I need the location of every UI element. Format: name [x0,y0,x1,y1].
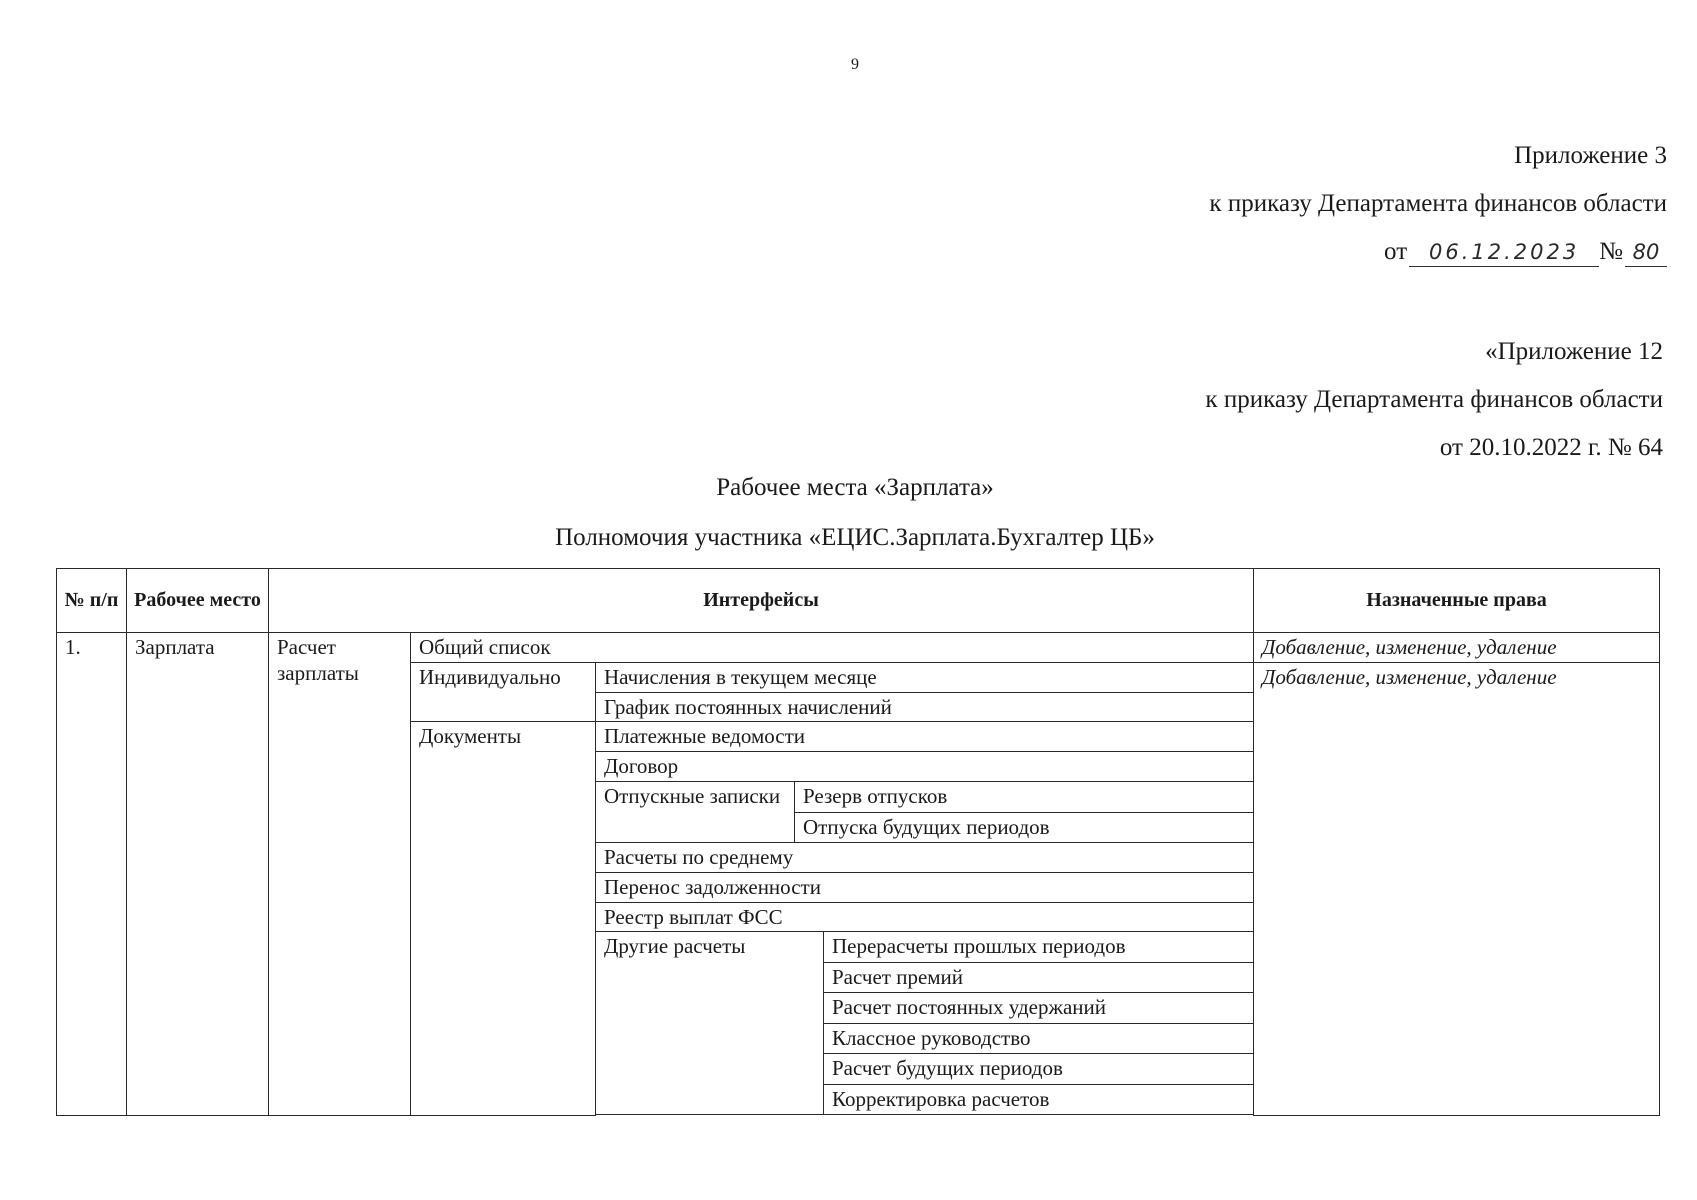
header-workplace: Рабочее место [127,569,269,633]
appendix-original-order: к приказу Департамента финансов области [1205,386,1663,413]
page-number: 9 [851,56,859,73]
document-item: Расчеты по среднему [596,842,1254,872]
document-item: Реестр выплат ФСС [596,902,1254,932]
other-calcs-cell: Другие расчеты [596,932,824,1114]
section-cell: Расчет зарплаты [269,632,411,1115]
handwritten-number: 80 [1625,238,1667,267]
appendix-current-title: Приложение 3 [1514,142,1667,169]
individual-item: График постоянных начислений [596,692,1254,722]
general-list-cell: Общий список [411,632,1254,662]
vacation-item: Резерв отпусков [795,782,1254,813]
other-calc-item: Расчет постоянных удержаний [824,993,1254,1024]
document-item: Договор [596,752,1254,782]
document-item: Перенос задолженности [596,872,1254,902]
vacation-notes-cell: Отпускные записки [596,782,795,843]
workplace-cell: Зарплата [127,632,269,1115]
document-item: Платежные ведомости [596,722,1254,752]
row-number: 1. [57,632,127,1115]
appendix-original-date: от 20.10.2022 г. № 64 [1439,434,1663,461]
documents-cell: Документы [411,722,596,1116]
header-num: № п/п [57,569,127,633]
document-subtitle: Полномочия участника «ЕЦИС.Зарплата.Бухгалтер ЦБ» [555,524,1155,551]
appendix-current-date-line [1209,228,1667,276]
other-calc-item: Расчет будущих периодов [824,1053,1254,1084]
header-rights: Назначенные права [1254,569,1660,633]
other-calc-item: Корректировка расчетов [824,1084,1254,1114]
date-prefix: от [1384,238,1408,265]
table-row [57,632,1660,662]
appendix-original [1205,328,1663,472]
appendix-current [1209,132,1667,276]
vacation-item: Отпуска будущих периодов [795,813,1254,843]
individual-item: Начисления в текущем месяце [596,662,1254,692]
rights-general-list: Добавление, изменение, удаление [1254,632,1660,662]
rights-other: Добавление, изменение, удаление [1254,662,1660,1115]
individual-cell: Индивидуально [411,662,596,722]
number-prefix: № [1599,238,1623,265]
document-title: Рабочее места «Зарплата» [716,474,994,501]
appendix-current-order: к приказу Департамента финансов области [1209,190,1667,217]
other-calc-item: Перерасчеты прошлых периодов [824,932,1254,963]
rights-table [56,568,1660,1116]
other-calc-item: Расчет премий [824,963,1254,993]
header-interfaces: Интерфейсы [269,569,1254,633]
header-row [57,569,1660,633]
appendix-original-title: «Приложение 12 [1485,338,1663,365]
handwritten-date: 06.12.2023 [1409,238,1599,267]
other-calc-item: Классное руководство [824,1024,1254,1054]
